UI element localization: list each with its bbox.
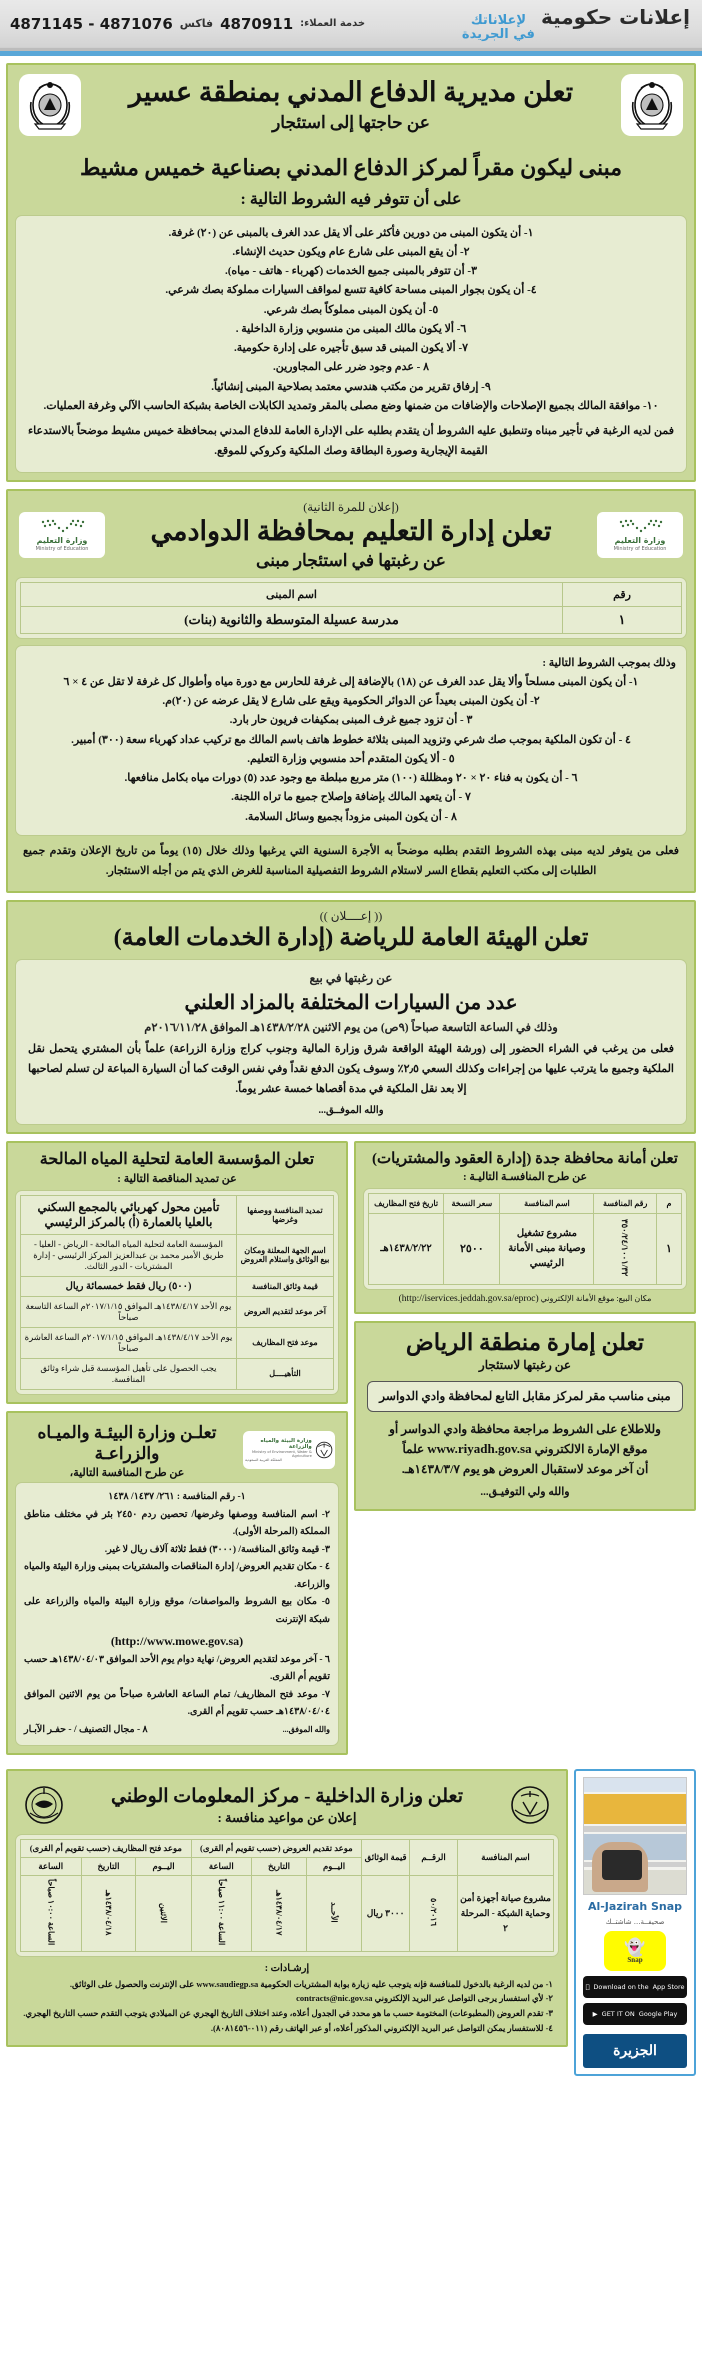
moe-logo-label-ar: وزارة التعليم bbox=[614, 536, 666, 546]
ad2-building-table-wrap bbox=[15, 577, 687, 639]
header-brand-group bbox=[462, 5, 690, 41]
ministry-of-education-logo-icon bbox=[597, 512, 683, 558]
ad-riyadh-emirate bbox=[354, 1321, 696, 1511]
moi-emblem-icon bbox=[505, 1780, 555, 1830]
list-item: ٣- قيمة وثائق المنافسة/ (٣٠٠٠) فقط ثلاثة آلاف ريال لا غير. bbox=[104, 1544, 330, 1555]
cell-seq: ١ bbox=[656, 1214, 681, 1284]
al-jazirah-logo: الجزيرة bbox=[583, 2034, 687, 2068]
table-row bbox=[21, 1327, 334, 1358]
app-store-label-line1: Download on the bbox=[591, 1983, 647, 1992]
th-open-date: تاريخ فتح المظاريف bbox=[369, 1194, 444, 1214]
ad8-header bbox=[15, 1778, 559, 1834]
table-header-row bbox=[21, 582, 682, 606]
list-item: ٣- تقدم العروض (المطبوعات) المختومة حسب ما هو محدد في الجدول أعلاه، وعند اختلاف التاريخ الهجري عن الميلادي يتوجب التقدم حسب التاريخ الهجري. bbox=[23, 2008, 553, 2019]
cell-open-time bbox=[21, 1876, 82, 1951]
ad3-closing: والله الموفــق... bbox=[318, 1104, 384, 1116]
apple-icon bbox=[585, 1983, 589, 1991]
column-swcc bbox=[6, 1141, 348, 1763]
th-docs-value: قيمة الوثائق bbox=[362, 1840, 410, 1876]
cell-tender-name: مشروع صيانة أجهزة أمن وحماية الشبكة - المرحلة ٢ bbox=[458, 1876, 554, 1951]
ad1-headline: مبنى ليكون مقراً لمركز الدفاع المدني بصناعية خميس مشيط bbox=[79, 155, 623, 180]
table-row bbox=[21, 1234, 334, 1276]
app-store-label-line2: App Store bbox=[650, 1983, 683, 1992]
mowe-url[interactable] bbox=[24, 1632, 330, 1650]
list-item: ٣ - أن تزود جميع غرف المبنى بمكيفات فريون حار بارد. bbox=[229, 714, 473, 727]
ad2-subtitle: عن رغبتها في استئجار مبنى bbox=[256, 550, 446, 570]
two-column-ads-row-1 bbox=[6, 1141, 696, 1763]
th-tender-name: اسم المنافسة bbox=[458, 1840, 554, 1876]
ad3-pre-title: (( إعــــلان )) bbox=[319, 908, 383, 923]
ad7-header bbox=[15, 1420, 339, 1483]
table-header-row bbox=[369, 1194, 682, 1214]
ad2-header bbox=[15, 498, 687, 577]
cell-key: التأهيــــل bbox=[236, 1358, 333, 1389]
list-item: ٤- أن يكون بجوار المبنى مساحة كافية تتسع لمواقف السيارات مملوكة بصك شرعي. bbox=[165, 284, 537, 297]
al-jazirah-snap-promo bbox=[574, 1769, 696, 2076]
mowe-label-ar: وزارة البيئة والمياه والزراعة bbox=[260, 1438, 312, 1451]
mowe-url-text: (http://www.mowe.gov.sa) bbox=[110, 1633, 244, 1648]
ad-sports-authority-auction bbox=[6, 900, 696, 1134]
ad5-title: تعلن المؤسسة العامة لتحلية المياه المالحة bbox=[39, 1150, 315, 1168]
table-row bbox=[21, 606, 682, 633]
list-item: ٩- إرفاق تقرير من مكتب هندسي معتمد بصلاحية المبنى إنشائياً. bbox=[211, 380, 491, 393]
th-tender-number: رقم المنافسة bbox=[594, 1194, 657, 1214]
cell-value: يوم الأحد ١٤٣٨/٤/١٧هـ الموافق ٢٠١٧/١/١٥م الساعة العاشرة صباحاً bbox=[21, 1327, 237, 1358]
ad5-subtitle: عن تمديد المناقصة التالية : bbox=[117, 1172, 237, 1185]
ad1-header bbox=[15, 72, 687, 142]
play-icon: ▶ bbox=[592, 2010, 598, 2019]
ad-saline-water-conversion bbox=[6, 1141, 348, 1404]
list-item: ١- من لديه الرغبة بالدخول للمنافسة فإنه يتوجب عليه زيارة بوابة المشتريات الحكومية www.saudiegp.sa على الإنترنت والحصول على الوثائق. bbox=[69, 1978, 553, 1989]
th-number: الرقــم bbox=[410, 1840, 458, 1876]
customer-service-number: 4870911 bbox=[220, 14, 294, 33]
list-item: ٣- أن تتوفر بالمبنى جميع الخدمات (كهرباء - هاتف - مياه). bbox=[224, 265, 478, 278]
cell-open-date: ١٤٣٨/٢/٢٢هـ bbox=[369, 1214, 444, 1284]
cell-submit-time-text: الساعة ١١:٠٠ صباحاً bbox=[216, 1879, 226, 1946]
th-copy-price: سعر النسخة bbox=[444, 1194, 500, 1214]
list-item: ٨ - عدم وجود ضرر على المجاورين. bbox=[272, 361, 430, 374]
bottom-section bbox=[6, 1769, 696, 2076]
cell-open-date bbox=[81, 1876, 136, 1951]
header-tagline bbox=[462, 14, 535, 41]
ad6-body-line-2 bbox=[367, 1439, 683, 1460]
ad2-conditions-panel bbox=[15, 645, 687, 836]
ad8-subtitle: إعلان عن مواعيد منافسة : bbox=[217, 1810, 357, 1826]
header-contact-group bbox=[10, 15, 365, 33]
list-item: ٥ - ألا يكون المتقدم أحد منسوبي وزارة التعليم. bbox=[247, 752, 455, 765]
th-submit-time: الساعة bbox=[191, 1858, 251, 1876]
list-item: ٥- مكان بيع الشروط والمواصفات/ موقع وزارة البيئة والمياه والزراعة على شبكة الإنترنت bbox=[24, 1597, 330, 1625]
ad7-closing: والله الموفق... bbox=[282, 1725, 330, 1735]
cell-copy-price: ٢٥٠٠ bbox=[444, 1214, 500, 1284]
google-play-label-line2: Google Play bbox=[638, 2010, 678, 2019]
cell-key: اسم الجهة المعلنة ومكان بيع الوثائق واستلام العروض bbox=[236, 1234, 333, 1276]
app-store-button[interactable] bbox=[583, 1976, 687, 1998]
ad8-title-block bbox=[77, 1785, 497, 1827]
column-jeddah bbox=[354, 1141, 696, 1518]
table-row bbox=[369, 1214, 682, 1284]
ad1-conditions-intro: على أن تتوفر فيه الشروط التالية : bbox=[240, 190, 462, 208]
cell-submit-day-text: الأحــد bbox=[329, 1902, 339, 1923]
fax-label: فاكس bbox=[179, 17, 214, 30]
ad4-table-wrap bbox=[363, 1188, 687, 1289]
cell-open-time-text: الساعة ١٠:٠٠ صباحاً bbox=[46, 1879, 56, 1946]
ad7-title: تعلـن وزارة البيئـة والميـاه والزراعـة bbox=[37, 1422, 217, 1463]
list-item: ٤- للاستفسار يمكن التواصل عبر البريد الإلكتروني المذكور أعلاه، أو عبر الهاتف رقم (٠١١-٨٠٨١٤٥٦). bbox=[210, 2023, 553, 2034]
table-header-row bbox=[21, 1840, 554, 1858]
tagline-line-1: لإعلاناتك bbox=[470, 13, 527, 29]
ad4-title: تعلن أمانة محافظة جدة (إدارة العقود والمشتريات) bbox=[372, 1150, 678, 1167]
ad1-title: تعلن مديرية الدفاع المدني بمنطقة عسير bbox=[128, 77, 574, 108]
list-item: ٧ - أن يتعهد المالك بإضافة وإصلاح جميع ما تراه اللجنة. bbox=[231, 791, 471, 804]
cell-value: يوم الأحد ١٤٣٨/٤/١٧هـ الموافق ٢٠١٧/١/١٥م الساعة التاسعة صباحاً bbox=[21, 1296, 237, 1327]
ad6-subtitle: عن رغبتها لاستئجار bbox=[478, 1358, 572, 1373]
th-number: رقم bbox=[563, 582, 682, 606]
th-tender-name: اسم المنافسة bbox=[500, 1194, 594, 1214]
list-item: ١- أن يتكون المبنى من دورين فأكثر على ألا يقل عدد الغرف بالمبنى عن (٢٠) غرفة. bbox=[168, 226, 534, 239]
ad8-table-wrap bbox=[15, 1834, 559, 1956]
ad2-pre-title: (إعلان للمرة الثانية) bbox=[303, 499, 399, 514]
th-submit-date: التاريخ bbox=[252, 1858, 307, 1876]
cell-open-day-text: الاثنين bbox=[159, 1902, 169, 1923]
snapchat-icon bbox=[604, 1931, 666, 1971]
ad6-closing: والله ولي التوفيـق... bbox=[480, 1486, 570, 1499]
ad2-title-block bbox=[113, 500, 589, 571]
civil-defense-emblem-icon-2 bbox=[19, 74, 81, 136]
mowe-label-en: Ministry of Environment, Water & Agriculture bbox=[251, 1450, 312, 1459]
list-item: ٢- أن يكون المبنى بعيداً عن الدوائر الحكومية ويقع على شارع لا يقل عرضه عن (٢٠)م. bbox=[162, 695, 540, 708]
ad8-guidelines-title: إرشـادات : bbox=[264, 1962, 310, 1974]
table-row bbox=[21, 1876, 554, 1951]
list-item: ٨ - مجال التصنيف / - حفـر الآبـار bbox=[24, 1724, 148, 1735]
ad3-body-text: فعلى من يرغب في الشراء الحضور إلى (ورشة الهيئة الواقعة شرق وزارة المالية وجنوب كراج وزارة الزراعة) علماً بأن المشتري يتحمل نقل الملكية وجميع ما يترتب عليها من إجراءات وكذلك السعي ٢٫٥٪ وسوف يكون الدفع نقداً وفي نفس الوقت كما أن السيارة المباعة لن تسلم لصاحبها إلا بعد نقل الملكية في مدة أقصاها خمسة عشر يوماً. bbox=[28, 1043, 674, 1095]
ad3-body-panel bbox=[15, 959, 687, 1124]
ad3-datetime: وذلك في الساعة التاسعة صباحاً (٩ص) من يوم الاثنين ١٤٣٨/٢/٢٨هـ الموافق ٢٠١٦/١١/٢٨م bbox=[144, 1022, 558, 1035]
cell-value: يجب الحصول على تأهيل المؤسسة قبل شراء وثائق المنافسة. bbox=[21, 1358, 237, 1389]
moe-logo-label-en: Ministry of Education bbox=[613, 546, 667, 553]
cell-key: تمديد المنافسة ووصفها وغرضها bbox=[236, 1195, 333, 1234]
tagline-line-2: في الجريدة bbox=[461, 27, 535, 42]
th-submit-group: موعد تقديم العروض (حسب تقويم أم القرى) bbox=[191, 1840, 362, 1858]
th-open-time: الساعة bbox=[21, 1858, 82, 1876]
fax-numbers: 4871076 - 4871145 bbox=[10, 14, 173, 33]
ad3-title: تعلن الهيئة العامة للرياضة (إدارة الخدمات العامة) bbox=[113, 924, 589, 951]
ad1-conditions-panel bbox=[15, 215, 687, 473]
snap-ghost-glyph: 👻 bbox=[624, 1937, 646, 1957]
customer-service-label: خدمة العملاء: bbox=[300, 18, 366, 29]
ad6-body bbox=[363, 1420, 687, 1502]
list-item: ٤ - مكان تقديم العروض/ إدارة المناقصات والمشتريات بمبنى وزارة البيئة والمياه والزراعة. bbox=[24, 1562, 330, 1590]
mowe-logo-icon bbox=[243, 1431, 335, 1469]
ad-civil-defense-asir bbox=[6, 63, 696, 482]
th-open-date: التاريخ bbox=[81, 1858, 136, 1876]
cell-tender-number-text: ٣٥٠/٢٤/١٠٠١/٣٢ bbox=[620, 1219, 631, 1277]
ad7-title-block bbox=[19, 1422, 235, 1480]
list-item: ٦ - أن يكون به فناء ٢٠ × ٢٠ ومظللة (١٠٠) متر مربع مبلطة مع وجود عدد (٥) دورات مياه بكامل منافعها. bbox=[124, 772, 578, 785]
list-item: ٦ - آخر موعد لتقديم العروض/ نهاية دوام يوم الأحد الموافق ١٤٣٨/٠٤/٠٣هـ حسب تقويم أم القرى. bbox=[24, 1654, 331, 1683]
newspaper-thumbnail-image bbox=[583, 1777, 687, 1895]
ad2-title: تعلن إدارة التعليم بمحافظة الدوادمي bbox=[150, 515, 552, 546]
th-open-group: موعد فتح المظاريف (حسب تقويم أم القرى) bbox=[21, 1840, 192, 1858]
snap-word-label: Snap bbox=[627, 1955, 643, 1964]
mowe-label-country: المملكة العربية السعودية bbox=[245, 1458, 282, 1463]
th-open-day: اليــوم bbox=[136, 1858, 191, 1876]
list-item: ٥- أن يكون المبنى مملوكاً بصك شرعي. bbox=[263, 303, 439, 316]
cell-tender-name: مشروع تشغيل وصيانة مبنى الأمانة الرئيسي bbox=[500, 1214, 594, 1284]
list-item: ١- أن يكون المبنى مسلحاً وألا يقل عدد الغرف عن (١٨) بالإضافة إلى غرفة للحارس مع دورة مياه وأطوال كل غرفة لا تقل عن ٤ × ٦ bbox=[63, 675, 639, 688]
list-item: ٧- موعد فتح المظاريف/ تمام الساعة العاشرة صباحاً من يوم الاثنين الموافق ١٤٣٨/٠٤/٠٤هـ حسب تقويم أم القرى. bbox=[24, 1689, 330, 1718]
promo-brand-name: Al-Jazirah Snap bbox=[587, 1900, 683, 1914]
ad-ministry-of-interior bbox=[6, 1769, 568, 2076]
ad6-body-line-3: أن آخر موعد لاستقبال العروض هو يوم ١٤٣٨/٣/٧هـ. bbox=[401, 1461, 649, 1476]
list-item: ٢- اسم المنافسة ووصفها وغرضها/ تحصين ردم ٢٤٥٠ بئر في مختلف مناطق المملكة (المرحلة الأولى). bbox=[24, 1509, 330, 1538]
table-row bbox=[21, 1296, 334, 1327]
ad4-note-url[interactable]: (http://iservices.jeddah.gov.sa/eproc) bbox=[398, 1293, 539, 1304]
table-row bbox=[21, 1358, 334, 1389]
ad2-conditions-list bbox=[26, 673, 676, 827]
ad-education-dawadmi bbox=[6, 489, 696, 893]
th-building-name: اسم المبنى bbox=[21, 582, 563, 606]
ad1-title-block bbox=[89, 77, 613, 132]
cell-number-text: ٥٠/٢٠١٦ bbox=[429, 1898, 439, 1927]
ad5-tender-details-table bbox=[20, 1195, 334, 1390]
ad6-requirement-box: مبنى مناسب مقر لمركز مقابل التابع لمحافظة وادي الدواسر bbox=[367, 1381, 683, 1412]
cell-submit-day bbox=[307, 1876, 362, 1951]
ad6-url-suffix: علماً bbox=[402, 1442, 425, 1457]
table-row bbox=[21, 1195, 334, 1234]
cell-open-date-text: ١٤٣٨/٠٤/١٨هـ bbox=[103, 1889, 113, 1936]
th-seq: م bbox=[656, 1194, 681, 1214]
list-item: ١- رقم المنافسة : ٢٦١/ ١٤٣٧/ ١٤٣٨ bbox=[108, 1492, 246, 1503]
list-item: ٢- أن يقع المبنى على شارع عام ويكون حديث الإنشاء. bbox=[232, 245, 470, 258]
cell-key: قيمة وثائق المنافسة bbox=[236, 1276, 333, 1296]
ad8-guidelines-list bbox=[15, 1977, 559, 2039]
ad2-building-table bbox=[20, 582, 682, 634]
riyadh-gov-url[interactable]: www.riyadh.gov.sa bbox=[427, 1441, 532, 1457]
table-row bbox=[21, 1276, 334, 1296]
ad3-headline: عدد من السيارات المختلفة بالمزاد العلني bbox=[184, 992, 518, 1015]
ad7-items-panel bbox=[15, 1482, 339, 1746]
cell-value: (٥٠٠) ريال فقط خمسمائة ريال bbox=[21, 1276, 237, 1296]
cell-number bbox=[410, 1876, 458, 1951]
page-header bbox=[0, 0, 702, 48]
ad8-box bbox=[6, 1769, 568, 2047]
cell-tender-number bbox=[594, 1214, 657, 1284]
google-play-label-line1: GET IT ON bbox=[601, 2010, 635, 2019]
moe-logo-label-en-2: Ministry of Education bbox=[35, 546, 89, 553]
nic-emblem-icon bbox=[19, 1780, 69, 1830]
ad2-footer-note: فعلى من يتوفر لديه مبنى بهذه الشروط التقدم بطلبه موضحاً به الأجرة السنوية التي يرغبها وذلك خلال (١٥) يوماً من تاريخ الإعلان وتقدم جميع الطلبات إلى مكتب التعليم بقطاع السر لاستلام الشروط التفصيلية المناسبة للغرض الذي يتم من أجله الاستئجار. bbox=[23, 844, 679, 877]
ad3-subtitle: عن رغبتها في بيع bbox=[309, 971, 393, 986]
cell-building-name: مدرسة عسيلة المتوسطة والثانوية (بنات) bbox=[21, 606, 563, 633]
list-item: ٢- لأي استفسار يرجى التواصل عبر البريد الإلكتروني contracts@nic.gov.sa bbox=[296, 1993, 553, 2004]
cell-number: ١ bbox=[563, 606, 682, 633]
ad1-footer-note: فمن لديه الرغبة في تأجير مبناه وتنطبق عليه الشروط أن يتقدم بطلبه على الإدارة العامة للدفاع المدني بمحافظة خميس مشيط موضحاً بالاستدعاء القيمة الإيجارية وصورة البطاقة وصك الملكية وكروكي للموقع. bbox=[28, 425, 674, 457]
list-item: ٤ - أن تكون الملكية بموجب صك شرعي وتزويد المبنى بثلاثة خطوط هاتف باسم المالك مع تركيب عداد كهرباء سعة (٣٠٠) أمبير. bbox=[71, 733, 631, 746]
civil-defense-emblem-icon bbox=[621, 74, 683, 136]
ad5-table-wrap bbox=[15, 1190, 339, 1395]
ad4-note-label: مكان البيع: موقع الأمانة الإلكتروني bbox=[540, 1293, 652, 1303]
google-play-button[interactable] bbox=[583, 2003, 687, 2025]
cell-submit-date-text: ١٤٣٨/٠٤/١٧هـ bbox=[274, 1889, 284, 1936]
cell-key: موعد فتح المظاريف bbox=[236, 1327, 333, 1358]
list-item: ٦- ألا يكون مالك المبنى من منسوبي وزارة الداخلية . bbox=[235, 322, 467, 335]
ad4-note bbox=[363, 1290, 687, 1305]
cell-key: آخر موعد لتقديم العروض bbox=[236, 1296, 333, 1327]
cell-submit-time bbox=[191, 1876, 251, 1951]
ad6-url-prefix: موقع الإمارة الالكتروني bbox=[534, 1442, 648, 1457]
ad-environment-water-agriculture bbox=[6, 1411, 348, 1756]
ad6-title: تعلن إمارة منطقة الرياض bbox=[405, 1329, 645, 1355]
moe-logo-label-ar-2: وزارة التعليم bbox=[36, 536, 88, 546]
ad6-body-line-1: وللاطلاع على الشروط مراجعة محافظة وادي الدواسر أو bbox=[389, 1421, 661, 1436]
ad4-tender-table bbox=[368, 1193, 682, 1284]
page-title: إعلانات حكومية bbox=[540, 5, 690, 30]
cell-value: تأمين محول كهربائي بالمجمع السكني بالعليا بالعمارة (أ) بالمركز الرئيسي bbox=[21, 1195, 237, 1234]
list-item: ٧- ألا يكون المبنى قد سبق تأجيره على إدارة حكومية. bbox=[233, 342, 469, 355]
cell-open-day bbox=[136, 1876, 191, 1951]
ad-jeddah-municipality bbox=[354, 1141, 696, 1314]
list-item: ٨ - أن يكون المبنى مزوداً بجميع وسائل السلامة. bbox=[245, 810, 457, 823]
promo-brand-subtitle: صحيفــة... شاشتــك bbox=[605, 1918, 665, 1927]
ad1-conditions-list bbox=[26, 224, 676, 417]
cell-value: المؤسسة العامة لتحلية المياه المالحة - الرياض - العليا - طريق الأمير محمد بن عبدالعزيز المركز الرئيسي - إدارة المشتريات - الدور الثالث. bbox=[21, 1234, 237, 1276]
ad8-tender-table bbox=[20, 1839, 554, 1951]
ad2-conditions-intro: وذلك بموجب الشروط التالية : bbox=[542, 656, 676, 669]
ad1-subtitle: عن حاجتها إلى استئجار bbox=[272, 112, 430, 132]
cell-docs-value: ٣٠٠٠ ريال bbox=[362, 1876, 410, 1951]
ministry-of-education-logo-icon-2 bbox=[19, 512, 105, 558]
ad7-subtitle: عن طرح المنافسة التالية، bbox=[69, 1467, 185, 1480]
ad4-subtitle: عن طرح المنافسـة التاليـة : bbox=[462, 1171, 588, 1184]
list-item: ١٠- موافقة المالك بجميع الإصلاحات والإضافات من ضمنها وضع مصلى بالمقر وتمديد الكابلات الخاصة بشبكة الحاسب الآلي وغرفة العمليات. bbox=[43, 399, 659, 412]
ad8-title: تعلن وزارة الداخلية - مركز المعلومات الوطني bbox=[110, 1785, 463, 1807]
th-submit-day: اليــوم bbox=[307, 1858, 362, 1876]
cell-submit-date bbox=[252, 1876, 307, 1951]
header-blue-divider bbox=[0, 51, 702, 56]
